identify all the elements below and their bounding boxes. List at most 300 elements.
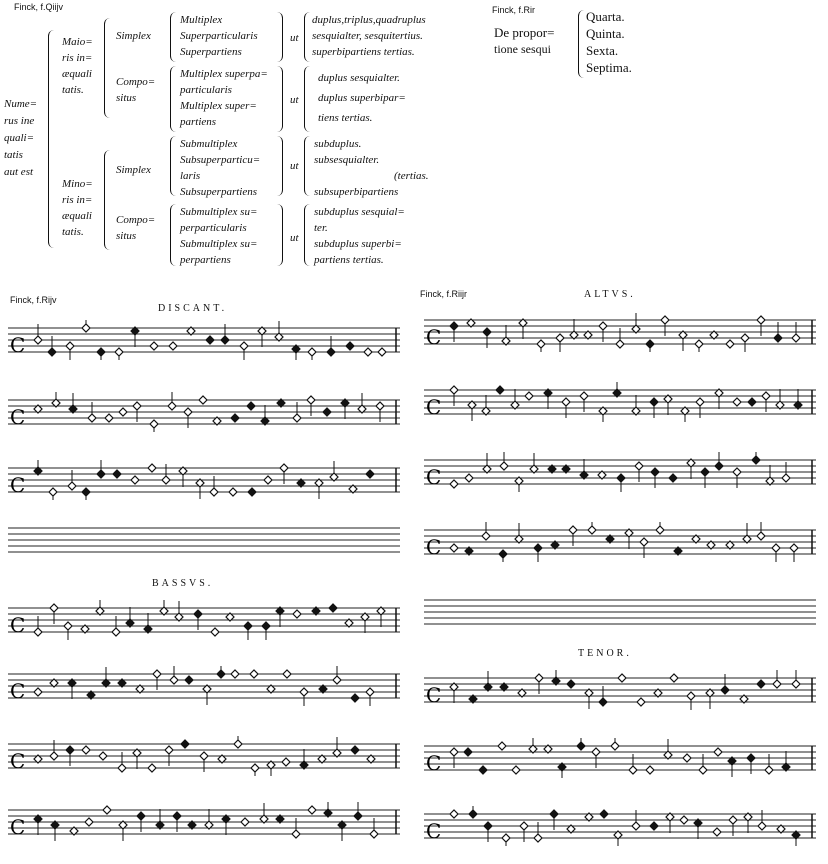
note-icon [656,526,664,534]
root-line: tatis [4,149,23,161]
minoris-line: ris in= [62,194,93,206]
note-icon [450,480,458,488]
example: subsuperbipartiens [314,186,399,198]
part-title-discant: DISCANT. [158,303,228,314]
note-icon [683,754,691,762]
note-icon [713,828,721,836]
proportion-item: Quinta. [586,26,625,41]
compositus-line: situs [116,92,137,104]
example: superbipartiens tertias. [312,46,415,58]
note-icon [97,348,105,356]
note-icon [577,742,585,750]
note-icon [99,752,107,760]
note-icon [721,686,729,694]
ut-2: ut [290,94,299,106]
note-icon [85,818,93,826]
note-icon [185,676,193,684]
item: Subsuperparticu= [180,154,261,166]
note-icon [250,670,258,678]
example: sesquialter, sesquitertius. [312,30,423,42]
note-icon [482,532,490,540]
note-icon [465,474,473,482]
note-icon [580,392,588,400]
note-icon [569,526,577,534]
min-comp-brace [170,204,178,266]
note-icon [512,766,520,774]
note-icon [733,398,741,406]
note-icon [534,544,542,552]
note-icon [747,754,755,762]
note-icon [351,694,359,702]
note-icon [792,680,800,688]
note-icon [308,806,316,814]
note-icon [726,340,734,348]
item: Multiplex [180,14,223,26]
min-compositus-label [116,212,155,244]
note-icon [616,340,624,348]
note-icon [376,402,384,410]
note-icon [346,342,354,350]
maioris-brace [104,18,113,118]
maj-comp-items [180,66,268,130]
note-icon [534,834,542,842]
root-line: quali= [4,132,35,144]
root-line: rus ine [4,115,35,127]
note-icon [103,806,111,814]
note-icon [34,336,42,344]
item: Submultiplex su= [180,206,258,218]
clef-icon: C [10,815,26,839]
clef-icon: C [10,613,26,637]
note-icon [661,316,669,324]
item: Superparticularis [180,30,258,42]
ex-brace-3 [304,136,311,196]
note-icon [748,398,756,406]
note-icon [366,688,374,696]
maioris-label [62,34,93,98]
music-staff [424,312,816,352]
note-icon [646,340,654,348]
maj-comp-brace [170,66,178,132]
item: Multiplex superpa= [180,68,268,80]
music-staff [8,600,400,640]
minoris-label [62,176,93,240]
minoris-line: tatis. [62,226,84,238]
note-icon [307,396,315,404]
music-staff [8,736,400,776]
note-icon [556,334,564,342]
min-simplex-items [180,136,260,200]
example: subduplus superbi= [314,238,402,250]
clef-icon: C [426,535,442,559]
item: perpartiens [180,254,231,266]
note-icon [715,462,723,470]
clef-icon: C [426,325,442,349]
root-line: aut est [4,166,34,178]
note-icon [592,748,600,756]
note-icon [206,336,214,344]
note-icon [450,748,458,756]
note-icon [450,544,458,552]
example: duplus superbipar= [318,92,406,104]
note-icon [308,348,316,356]
note-icon [184,408,192,416]
note-icon [670,674,678,682]
proportion-items [586,8,632,76]
clef-icon: C [426,751,442,775]
note-icon [790,544,798,552]
ut-4: ut [290,232,299,244]
note-icon [300,688,308,696]
note-icon [782,474,790,482]
note-icon [752,456,760,464]
note-icon [282,758,290,766]
note-icon [651,468,659,476]
music-staff [8,460,400,500]
proportion-item: Quarta. [586,9,625,24]
note-icon [520,822,528,830]
music-staff [8,392,400,432]
label-line: De propor= [494,25,555,40]
note-icon [194,610,202,618]
example: tiens tertias. [318,112,373,124]
note-icon [333,676,341,684]
note-icon [137,812,145,820]
note-icon [450,810,458,818]
note-icon [792,334,800,342]
note-icon [66,342,74,350]
proportion-item: Septima. [586,60,632,75]
example: partiens tertias. [314,254,384,266]
note-icon [378,348,386,356]
example: subduplus. [314,138,362,150]
part-title-bassus: BASSVS. [152,578,214,589]
note-icon [772,544,780,552]
maioris-line: Maio= [62,36,93,48]
note-icon [479,766,487,774]
note-icon [112,628,120,636]
note-icon [248,488,256,496]
note-icon [234,740,242,748]
maioris-line: æquali [62,68,92,80]
note-icon [618,674,626,682]
note-icon [500,462,508,470]
maj-simplex-examples [312,12,426,60]
part-title-altus: ALTVS. [584,289,636,300]
minoris-brace [104,150,113,250]
note-icon [153,670,161,678]
note-icon [450,386,458,394]
note-icon [496,386,504,394]
compositus-line: situs [116,230,137,242]
note-icon [50,604,58,612]
music-staff [424,670,816,710]
note-icon [82,324,90,332]
note-icon [599,322,607,330]
note-icon [499,550,507,558]
maj-simplex-items [180,12,258,60]
note-icon [701,468,709,476]
example: duplus sesquialter. [318,72,400,84]
note-icon [293,414,301,422]
music-staff [424,806,816,846]
clef-icon: C [10,333,26,357]
example: (tertias. [394,170,429,182]
proportion-brace [578,10,586,78]
note-icon [170,676,178,684]
rbrace-1 [276,12,283,62]
compositus-line: Compo= [116,76,156,88]
note-icon [680,816,688,824]
note-icon [48,348,56,356]
caption-top-left: Finck, f.Qiijv [14,2,64,12]
note-icon [774,334,782,342]
note-icon [50,752,58,760]
note-icon [773,680,781,688]
note-icon [469,810,477,818]
note-icon [567,680,575,688]
note-icon [162,476,170,484]
note-icon [240,342,248,350]
note-icon [211,628,219,636]
note-icon [632,822,640,830]
note-icon [550,810,558,818]
rbrace-2 [276,66,283,132]
caption-mid-left: Finck, f.Rijv [10,295,57,305]
note-icon [484,822,492,830]
maioris-line: tatis. [62,84,84,96]
maj-simplex-label: Simplex [116,30,151,42]
min-simplex-brace [170,136,178,196]
music-staff [424,522,816,562]
note-icon [292,830,300,838]
note-icon [329,604,337,612]
note-icon [133,402,141,410]
note-icon [150,420,158,428]
note-icon [97,470,105,478]
min-comp-examples [314,204,405,268]
caption-mid-right: Finck, f.Riijr [420,289,467,299]
note-icon [200,752,208,760]
note-icon [88,414,96,422]
note-icon [758,822,766,830]
min-comp-items [180,204,257,268]
music-staff [8,802,400,842]
clef-icon: C [10,749,26,773]
note-icon [131,476,139,484]
note-icon [66,746,74,754]
note-icon [637,698,645,706]
note-icon [502,834,510,842]
caption-top-right: Finck, f.Rir [492,5,536,15]
note-icon [699,766,707,774]
note-icon [757,680,765,688]
note-icon [217,670,225,678]
clef-icon: C [426,465,442,489]
note-icon [165,746,173,754]
note-icon [600,810,608,818]
proportion-label [494,24,554,58]
item: partiens [180,116,217,128]
note-icon [231,414,239,422]
example: ter. [314,222,328,234]
note-icon [118,764,126,772]
note-icon [650,398,658,406]
maj-compositus-label [116,74,155,106]
clef-icon: C [10,679,26,703]
note-icon [148,764,156,772]
note-icon [535,674,543,682]
note-icon [68,482,76,490]
note-icon [757,316,765,324]
example: subsesquialter. [314,154,380,166]
note-icon [351,746,359,754]
note-icon [264,476,272,484]
note-icon [450,322,458,330]
rbrace-3 [276,136,283,196]
note-icon [150,342,158,350]
note-icon [168,402,176,410]
note-icon [646,766,654,774]
note-icon [181,740,189,748]
note-icon [148,464,156,472]
note-icon [49,488,57,496]
item: Submultiplex [180,138,238,150]
example: subduplus sesquial= [314,206,405,218]
clef-icon: C [10,405,26,429]
clef-icon: C [426,395,442,419]
note-icon [525,392,533,400]
note-icon [247,402,255,410]
music-staff [424,452,816,492]
note-icon [635,462,643,470]
note-icon [370,830,378,838]
item: Multiplex super= [180,100,257,112]
item: Superpartiens [180,46,242,58]
note-icon [762,392,770,400]
rbrace-4 [276,204,283,266]
clef-icon: C [10,473,26,497]
note-icon [34,688,42,696]
note-icon [483,328,491,336]
note-icon [231,670,239,678]
note-icon [714,748,722,756]
min-simplex-label: Simplex [116,164,151,176]
note-icon [640,538,648,546]
ut-3: ut [290,160,299,172]
note-icon [562,398,570,406]
min-simplex-examples [314,136,429,200]
note-icon [113,470,121,478]
note-icon [241,818,249,826]
root-line: Nume= [4,98,38,110]
note-icon [757,532,765,540]
note-icon [82,488,90,496]
note-icon [617,474,625,482]
note-icon [283,670,291,678]
note-icon [669,474,677,482]
note-icon [733,468,741,476]
note-icon [64,622,72,630]
note-icon [537,340,545,348]
compositus-line: Compo= [116,214,156,226]
note-icon [115,348,123,356]
maj-simplex-brace [170,12,178,62]
root-label [4,96,37,181]
note-icon [696,398,704,406]
minoris-line: Mino= [62,178,93,190]
ex-brace-2 [304,66,311,132]
item: Subsuperpartiens [180,186,257,198]
note-icon [210,488,218,496]
note-icon [169,342,177,350]
music-staff [8,320,400,360]
note-icon [244,622,252,630]
music-staff [424,592,816,632]
note-icon [364,348,372,356]
ex-brace-1 [304,12,311,62]
root-brace [48,30,57,248]
note-icon [251,764,259,772]
note-icon [323,408,331,416]
part-title-tenor: TENOR. [578,648,632,659]
clef-icon: C [426,819,442,843]
note-icon [221,336,229,344]
example: duplus,triplus,quadruplus [312,14,426,26]
proportion-item: Sexta. [586,43,619,58]
item: Submultiplex su= [180,238,258,250]
note-icon [354,812,362,820]
note-icon [611,742,619,750]
note-icon [741,334,749,342]
note-icon [765,766,773,774]
music-staff [424,382,816,422]
note-icon [650,822,658,830]
ex-brace-4 [304,204,311,266]
item: perparticularis [180,222,247,234]
note-icon [729,816,737,824]
note-icon [119,408,127,416]
note-icon [262,622,270,630]
maioris-line: ris in= [62,52,93,64]
note-icon [327,348,335,356]
note-icon [687,692,695,700]
note-icon [280,464,288,472]
note-icon [199,396,207,404]
note-icon [588,526,596,534]
note-icon [82,746,90,754]
note-icon [464,748,472,756]
music-staff [424,738,816,778]
note-icon [173,812,181,820]
maj-comp-examples [318,68,406,128]
minoris-line: æquali [62,210,92,222]
music-staff [8,520,400,560]
note-icon [34,628,42,636]
ut-1: ut [290,32,299,44]
note-icon [293,610,301,618]
note-icon [629,766,637,774]
note-icon [105,414,113,422]
note-icon [599,698,607,706]
label-line: tione sesqui [494,42,551,56]
note-icon [498,742,506,750]
note-icon [695,340,703,348]
note-icon [366,470,374,478]
music-staff [8,666,400,706]
clef-icon: C [426,683,442,707]
item: laris [180,170,201,182]
